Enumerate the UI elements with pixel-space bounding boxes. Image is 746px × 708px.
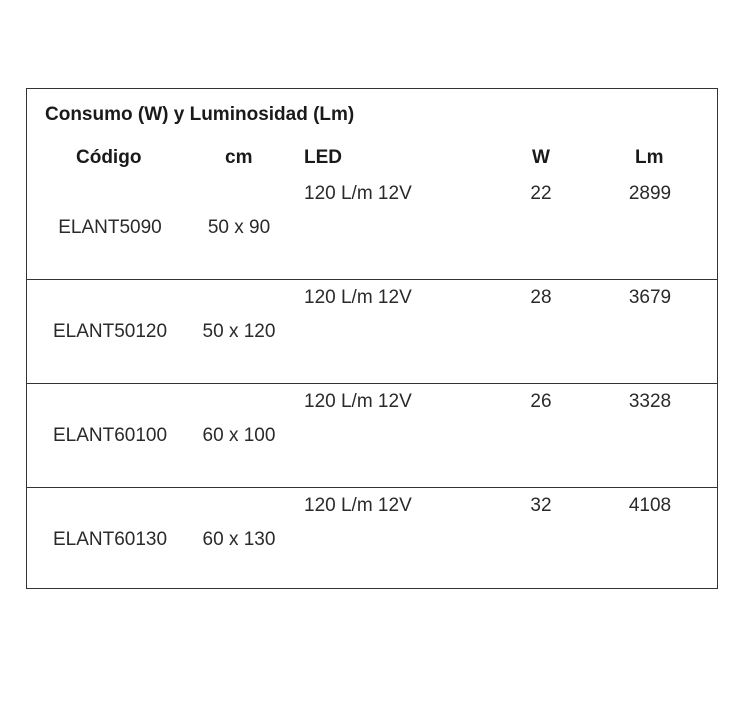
cell-lm: 4108 bbox=[628, 495, 672, 516]
cell-cm: 50 x 120 bbox=[202, 321, 276, 342]
header-led: LED bbox=[304, 147, 342, 168]
cell-w: 32 bbox=[530, 495, 552, 516]
cell-led: 120 L/m 12V bbox=[304, 287, 412, 308]
cell-cm: 60 x 130 bbox=[202, 529, 276, 550]
cell-codigo: ELANT50120 bbox=[52, 321, 168, 342]
spec-table bbox=[26, 88, 718, 589]
cell-codigo: ELANT5090 bbox=[58, 217, 162, 238]
cell-lm: 3679 bbox=[628, 287, 672, 308]
table-row bbox=[27, 383, 717, 488]
cell-cm: 50 x 90 bbox=[207, 217, 271, 238]
table-title: Consumo (W) y Luminosidad (Lm) bbox=[45, 104, 355, 125]
header-codigo: Código bbox=[76, 147, 142, 168]
cell-lm: 2899 bbox=[628, 183, 672, 204]
cell-codigo: ELANT60130 bbox=[52, 529, 168, 550]
cell-w: 28 bbox=[530, 287, 552, 308]
table-row bbox=[27, 487, 717, 592]
cell-lm: 3328 bbox=[628, 391, 672, 412]
cell-w: 22 bbox=[530, 183, 552, 204]
cell-codigo: ELANT60100 bbox=[52, 425, 168, 446]
header-w: W bbox=[532, 147, 550, 168]
cell-led: 120 L/m 12V bbox=[304, 495, 412, 516]
header-lm: Lm bbox=[635, 147, 664, 168]
header-cm: cm bbox=[225, 147, 253, 168]
table-row bbox=[27, 279, 717, 384]
cell-led: 120 L/m 12V bbox=[304, 391, 412, 412]
cell-cm: 60 x 100 bbox=[202, 425, 276, 446]
cell-led: 120 L/m 12V bbox=[304, 183, 412, 204]
table-row bbox=[27, 175, 717, 279]
cell-w: 26 bbox=[530, 391, 552, 412]
